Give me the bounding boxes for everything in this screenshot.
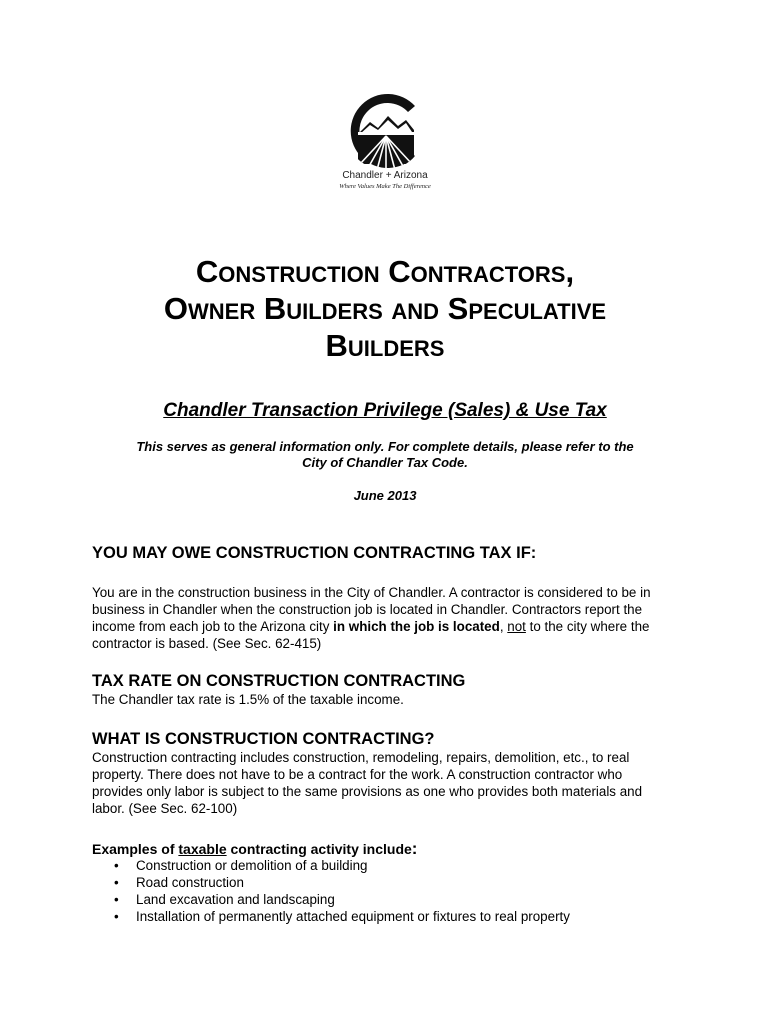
paragraph-line: property. There does not have to be a contract for the work. A construction contractor who [92, 767, 623, 782]
text-run: to the city where the [525, 619, 650, 634]
paragraph-line: business in Chandler when the construction job is located in Chandler. Contractors report the [92, 602, 643, 617]
document-title [60, 253, 710, 364]
title-line: Construction Contractors, [195, 254, 575, 289]
emphasis-taxable: taxable [178, 841, 227, 857]
chandler-c-emblem-icon [330, 92, 440, 170]
note-line: This serves as general information only. For complete details, please refer to the [136, 439, 634, 454]
logo-city-name: Chandler + Arizona [342, 170, 428, 181]
text-run: : [411, 839, 418, 858]
paragraph-line: labor. (See Sec. 62-100) [92, 801, 238, 816]
paragraph-line: provides only labor is subject to the same provisions as one who provides both materials and [92, 784, 643, 799]
text-run: income from each job to the Arizona city [92, 619, 334, 634]
emphasis-not: not [507, 619, 526, 634]
text-run: contracting activity include [226, 841, 412, 857]
section-body-tax-rate [92, 691, 692, 708]
logo-tagline: Where Values Make The Difference [339, 183, 431, 190]
list-item [92, 857, 570, 874]
text-run: Examples of [92, 841, 179, 857]
paragraph-line [92, 618, 692, 635]
emphasis-job-located: in which the job is located [333, 619, 500, 634]
bullet-icon: • [114, 909, 119, 924]
document-subtitle: Chandler Transaction Privilege (Sales) & Use Tax [163, 400, 607, 421]
list-item-text: Installation of permanently attached equipment or fixtures to real property [136, 909, 570, 924]
section-heading-tax-rate: TAX RATE ON CONSTRUCTION CONTRACTING [92, 672, 466, 690]
paragraph-line: The Chandler tax rate is 1.5% of the taxable income. [92, 692, 404, 707]
bullet-icon: • [114, 875, 119, 890]
list-item-text: Construction or demolition of a building [136, 858, 368, 873]
list-item [92, 908, 570, 925]
text-run: , [499, 619, 508, 634]
examples-heading [92, 839, 417, 859]
section-body-what-is [92, 749, 692, 817]
section-heading-owe-tax: YOU MAY OWE CONSTRUCTION CONTRACTING TAX IF: [92, 544, 537, 562]
title-line: Owner Builders and Speculative [163, 291, 607, 326]
paragraph-line: You are in the construction business in the City of Chandler. A contractor is considered to be in [92, 585, 651, 600]
note-line: City of Chandler Tax Code. [302, 455, 468, 470]
section-body-owe-tax [92, 584, 692, 652]
list-item [92, 874, 570, 891]
bullet-icon: • [114, 858, 119, 873]
paragraph-line: contractor is based. (See Sec. 62-415) [92, 636, 322, 651]
section-heading-what-is: WHAT IS CONSTRUCTION CONTRACTING? [92, 730, 435, 748]
list-item [92, 891, 570, 908]
paragraph-line: Construction contracting includes construction, remodeling, repairs, demolition, etc., to real [92, 750, 630, 765]
examples-list [92, 857, 570, 925]
chandler-logo [330, 92, 440, 198]
disclaimer-note [100, 439, 670, 471]
title-line: Builders [325, 328, 445, 363]
list-item-text: Land excavation and landscaping [136, 892, 335, 907]
list-item-text: Road construction [136, 875, 244, 890]
publication-date: June 2013 [353, 488, 417, 503]
bullet-icon: • [114, 892, 119, 907]
